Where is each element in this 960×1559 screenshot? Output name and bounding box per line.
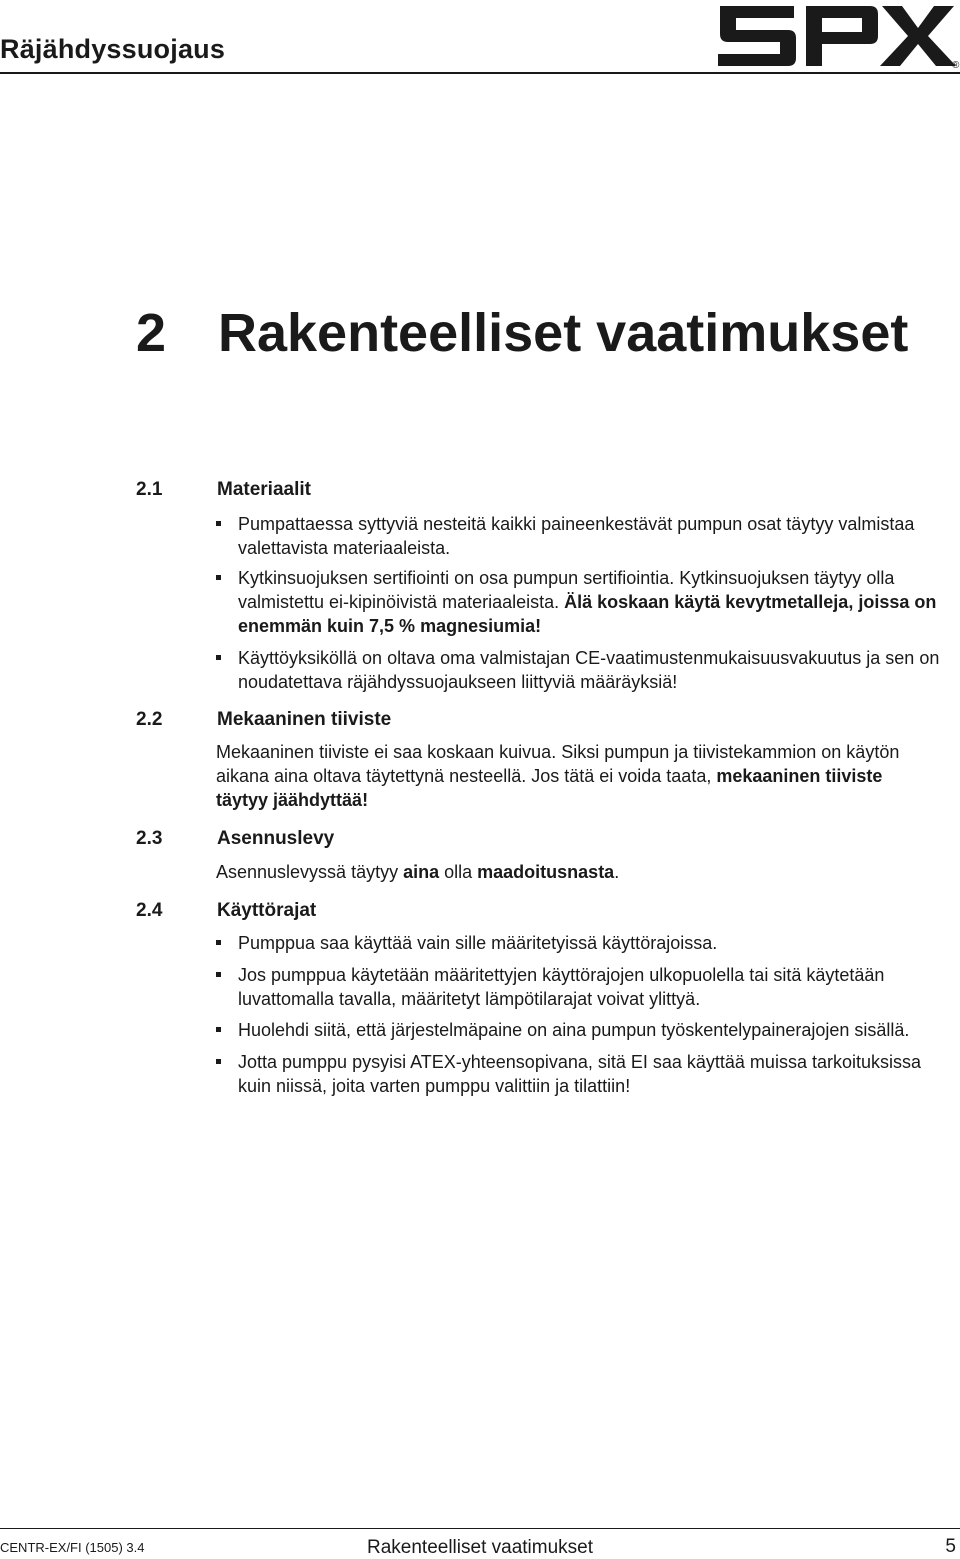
warning-text: Älä koskaan käytä kevytmetalleja, joissa on enemmän kuin 7,5 % magnesiumia!: [238, 592, 937, 636]
section-paragraph: Mekaaninen tiiviste ei saa koskaan kuivua. Siksi pumpun ja tiivistekammion on käytön aikana aina oltava täytettynä nesteellä. Jos tätä ei voida taata, mekaaninen tiiviste täytyy jäähdyttää!: [216, 742, 900, 810]
section-title: Käyttörajat: [217, 900, 317, 921]
footer-doc-code: CENTR-EX/FI (1505) 3.4: [0, 1540, 145, 1555]
section-title: Asennuslevy: [217, 828, 335, 849]
section-heading-mechanical-seal: [136, 709, 391, 731]
footer-chapter-title: Rakenteelliset vaatimukset: [367, 1537, 593, 1558]
bullet-square-icon: [216, 972, 221, 977]
header-divider: [0, 72, 960, 74]
bullet-square-icon: [216, 1059, 221, 1064]
section-title: Materiaalit: [217, 479, 311, 500]
chapter-title: Rakenteelliset vaatimukset: [218, 303, 909, 363]
list-item: [216, 963, 952, 1011]
list-item-text: Jotta pumppu pysyisi ATEX-yhteensopivana, sitä EI saa käyttää muissa tarkoituksissa kuin niissä, joita varten pumppu valittiin ja tilattiin!: [238, 1052, 921, 1096]
list-item-text: Käyttöyksiköllä on oltava oma valmistajan CE-vaatimustenmukaisuusvakuutus ja sen on noudatettava räjähdyssuojaukseen liittyviä määräyksiä!: [238, 648, 940, 692]
section-number: 2.2: [136, 709, 163, 730]
section-number: 2.3: [136, 828, 163, 849]
list-item: [216, 1018, 952, 1042]
section-paragraph: Asennuslevyssä täytyy aina olla maadoitusnasta.: [216, 862, 620, 882]
section-title: Mekaaninen tiiviste: [217, 709, 392, 730]
warning-text: mekaaninen tiiviste täytyy jäähdyttää!: [216, 766, 883, 810]
bullet-square-icon: [216, 655, 221, 660]
section-number: 2.1: [136, 479, 163, 500]
bullet-square-icon: [216, 940, 221, 945]
spx-logo: [716, 0, 960, 70]
list-item: [216, 512, 952, 560]
section-heading-materials: [136, 479, 311, 501]
page-number: 5: [945, 1536, 956, 1557]
list-item: [216, 566, 952, 638]
chapter-number: 2: [136, 303, 167, 363]
section-heading-operating-limits: [136, 900, 316, 922]
bullet-square-icon: [216, 575, 221, 580]
list-item-text: Kytkinsuojuksen sertifiointi on osa pumpun sertifiointia. Kytkinsuojuksen täytyy olla valmistettu ei-kipinöivistä materiaaleista. Älä koskaan käytä kevytmetalleja, joissa on enemmän kuin 7,5 % magnesiumia!: [238, 568, 937, 636]
section-number: 2.4: [136, 900, 163, 921]
list-item-text: Pumppua saa käyttää vain sille määritetyissä käyttörajoissa.: [238, 933, 718, 953]
section-heading-mounting-plate: [136, 828, 334, 850]
bullet-square-icon: [216, 521, 221, 526]
list-item: [216, 646, 952, 694]
list-item: [216, 931, 952, 955]
chapter-heading: [136, 302, 908, 364]
list-item: [216, 1050, 952, 1098]
list-item-text: Jos pumppua käytetään määritettyjen käyttörajojen ulkopuolella tai sitä käytetään luvattomalla tavalla, määritetyt lämpötilarajat voivat ylittyä.: [238, 965, 885, 1009]
bullet-square-icon: [216, 1027, 221, 1032]
page-header-title: Räjähdyssuojaus: [0, 34, 226, 64]
list-item-text: Huolehdi siitä, että järjestelmäpaine on aina pumpun työskentelypainerajojen sisällä.: [238, 1020, 910, 1040]
footer-divider: [0, 1528, 960, 1529]
registered-mark: ®: [952, 60, 960, 70]
list-item-text: Pumpattaessa syttyviä nesteitä kaikki paineenkestävät pumpun osat täytyy valmistaa valettavista materiaaleista.: [238, 514, 915, 558]
